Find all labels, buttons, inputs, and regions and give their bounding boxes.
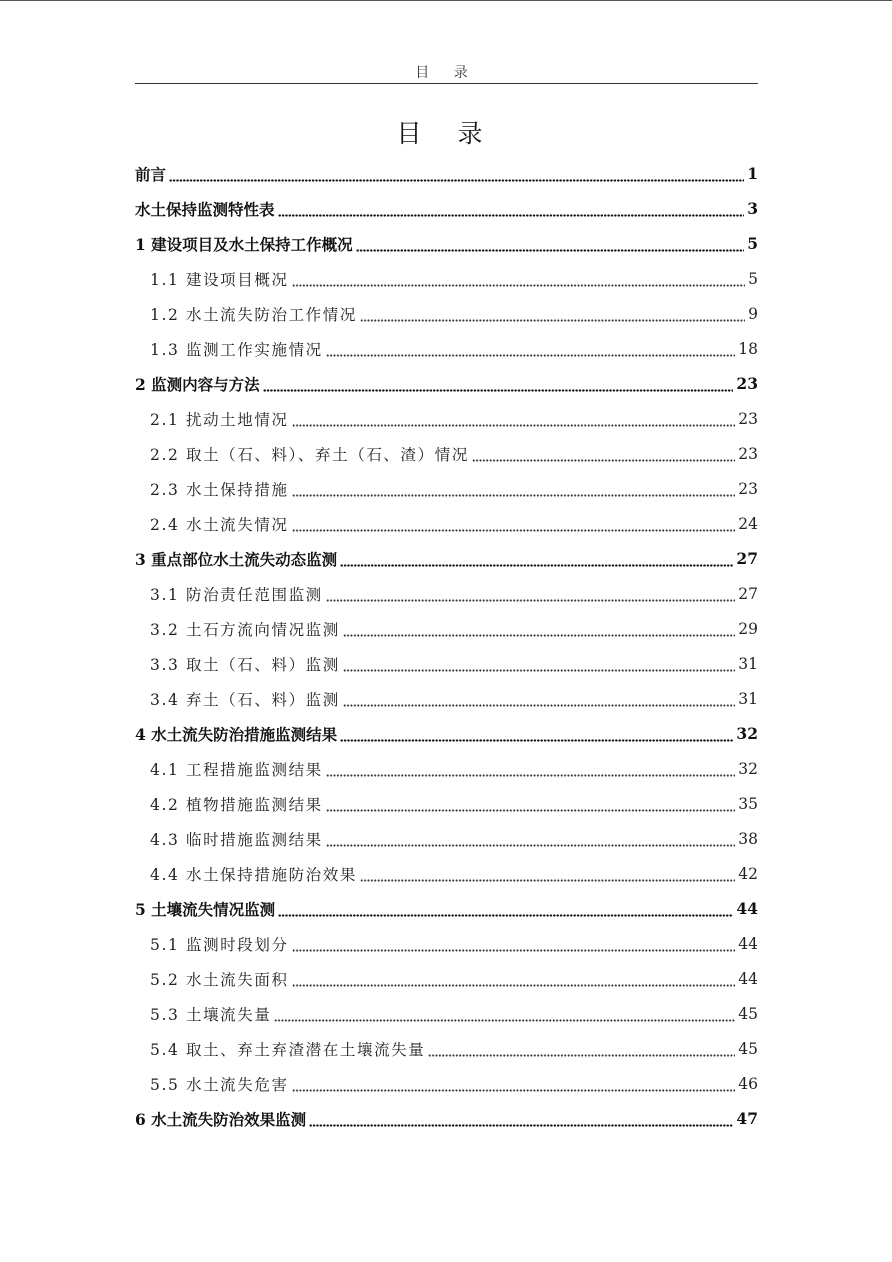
- toc-dot-leader: [472, 436, 735, 471]
- toc-entry-label: 1.2 水土流失防治工作情况: [150, 305, 357, 324]
- toc-dot-leader: [278, 891, 733, 926]
- toc-section-entry[interactable]: [135, 856, 758, 891]
- toc-entry-label: 2.3 水土保持措施: [150, 480, 289, 499]
- toc-dot-leader: [343, 611, 735, 646]
- toc-section-entry[interactable]: [135, 821, 758, 856]
- toc-dot-leader: [292, 261, 746, 296]
- running-header: 目 录: [415, 65, 478, 81]
- toc-entry-label: 5 土壤流失情况监测: [135, 899, 276, 919]
- toc-section-entry[interactable]: [135, 1031, 758, 1066]
- header-rule: [135, 83, 758, 84]
- toc-page-number: 31: [738, 689, 758, 708]
- toc-dot-leader: [292, 506, 736, 541]
- toc-entry-label: 5.1 监测时段划分: [150, 935, 289, 954]
- toc-section-entry[interactable]: [135, 1066, 758, 1101]
- toc-page-number: 32: [738, 759, 758, 778]
- toc-chapter-entry[interactable]: [135, 366, 758, 401]
- toc-page-number: 29: [738, 619, 758, 638]
- toc-section-entry[interactable]: [135, 786, 758, 821]
- toc-dot-leader: [326, 786, 735, 821]
- toc-dot-leader: [326, 331, 735, 366]
- toc-section-entry[interactable]: [135, 331, 758, 366]
- toc-section-entry[interactable]: [135, 436, 758, 471]
- toc-page-number: 24: [738, 514, 758, 533]
- toc-entry-label: 3.3 取土（石、料）监测: [150, 655, 340, 674]
- toc-entry-label: 水土保持监测特性表: [135, 199, 275, 219]
- toc-chapter-entry[interactable]: [135, 891, 758, 926]
- toc-page-number: 23: [738, 479, 758, 498]
- toc-entry-label: 4.2 植物措施监测结果: [150, 795, 323, 814]
- toc-dot-leader: [292, 471, 736, 506]
- toc-section-entry[interactable]: [135, 471, 758, 506]
- toc-entry-label: 4 水土流失防治措施监测结果: [135, 724, 338, 744]
- toc-chapter-entry[interactable]: [135, 541, 758, 576]
- toc-entry-label: 2 监测内容与方法: [135, 374, 260, 394]
- toc-dot-leader: [343, 681, 735, 716]
- toc-dot-leader: [274, 996, 735, 1031]
- toc-page-number: 18: [738, 339, 758, 358]
- toc-section-entry[interactable]: [135, 611, 758, 646]
- toc-entry-label: 2.1 扰动土地情况: [150, 410, 289, 429]
- toc-chapter-entry[interactable]: [135, 1101, 758, 1136]
- toc-section-entry[interactable]: [135, 506, 758, 541]
- toc-page-number: 45: [738, 1004, 758, 1023]
- toc-dot-leader: [326, 821, 735, 856]
- toc-entry-label: 前言: [135, 164, 167, 184]
- toc-list: [135, 156, 758, 1136]
- toc-page-number: 44: [738, 969, 758, 988]
- toc-page-number: 35: [738, 794, 758, 813]
- top-border-line: [0, 0, 892, 1]
- toc-dot-leader: [360, 296, 745, 331]
- toc-dot-leader: [309, 1101, 733, 1136]
- toc-entry-label: 2.4 水土流失情况: [150, 515, 289, 534]
- toc-page-number: 42: [738, 864, 758, 883]
- toc-entry-label: 3.4 弃土（石、料）监测: [150, 690, 340, 709]
- toc-page-number: 31: [738, 654, 758, 673]
- toc-page-number: 38: [738, 829, 758, 848]
- toc-entry-label: 5.3 土壤流失量: [150, 1005, 272, 1024]
- toc-dot-leader: [169, 156, 744, 191]
- toc-page-number: 23: [738, 444, 758, 463]
- toc-entry-label: 4.4 水土保持措施防治效果: [150, 865, 357, 884]
- toc-entry-label: 1.1 建设项目概况: [150, 270, 289, 289]
- toc-entry-label: 3.1 防治责任范围监测: [150, 585, 323, 604]
- toc-dot-leader: [292, 926, 736, 961]
- toc-section-entry[interactable]: [135, 261, 758, 296]
- toc-entry-label: 5.4 取土、弃土弃渣潜在土壤流失量: [150, 1040, 426, 1059]
- toc-page-number: 3: [747, 199, 758, 218]
- toc-entry-label: 3 重点部位水土流失动态监测: [135, 549, 338, 569]
- toc-page-number: 44: [738, 934, 758, 953]
- toc-page-number: 23: [738, 409, 758, 428]
- toc-section-entry[interactable]: [135, 751, 758, 786]
- toc-chapter-entry[interactable]: [135, 716, 758, 751]
- toc-title: 目 录: [396, 119, 497, 148]
- toc-dot-leader: [292, 401, 736, 436]
- toc-dot-leader: [292, 1066, 736, 1101]
- toc-page-number: 47: [736, 1109, 758, 1128]
- toc-chapter-entry[interactable]: [135, 156, 758, 191]
- toc-dot-leader: [263, 366, 734, 401]
- toc-dot-leader: [326, 751, 735, 786]
- toc-dot-leader: [292, 961, 736, 996]
- toc-section-entry[interactable]: [135, 401, 758, 436]
- toc-dot-leader: [340, 541, 733, 576]
- toc-section-entry[interactable]: [135, 926, 758, 961]
- toc-dot-leader: [340, 716, 733, 751]
- toc-entry-label: 5.5 水土流失危害: [150, 1075, 289, 1094]
- toc-page-number: 27: [736, 549, 758, 568]
- toc-entry-label: 4.3 临时措施监测结果: [150, 830, 323, 849]
- toc-entry-label: 4.1 工程措施监测结果: [150, 760, 323, 779]
- toc-page-number: 46: [738, 1074, 758, 1093]
- toc-entry-label: 1.3 监测工作实施情况: [150, 340, 323, 359]
- toc-page-number: 23: [736, 374, 758, 393]
- toc-section-entry[interactable]: [135, 681, 758, 716]
- toc-page-number: 27: [738, 584, 758, 603]
- toc-section-entry[interactable]: [135, 961, 758, 996]
- toc-entry-label: 5.2 水土流失面积: [150, 970, 289, 989]
- toc-entry-label: 2.2 取土（石、料）、弃土（石、渣）情况: [150, 445, 469, 464]
- toc-page-number: 5: [747, 234, 758, 253]
- toc-page-number: 5: [748, 269, 758, 288]
- toc-entry-label: 3.2 土石方流向情况监测: [150, 620, 340, 639]
- toc-dot-leader: [356, 226, 745, 261]
- toc-section-entry[interactable]: [135, 996, 758, 1031]
- toc-dot-leader: [360, 856, 735, 891]
- toc-page-number: 44: [736, 899, 758, 918]
- toc-chapter-entry[interactable]: [135, 226, 758, 261]
- toc-section-entry[interactable]: [135, 296, 758, 331]
- toc-dot-leader: [428, 1031, 735, 1066]
- toc-page-number: 1: [747, 164, 758, 183]
- toc-entry-label: 1 建设项目及水土保持工作概况: [135, 234, 353, 254]
- toc-page-number: 45: [738, 1039, 758, 1058]
- toc-dot-leader: [278, 191, 745, 226]
- toc-page-number: 9: [748, 304, 758, 323]
- toc-section-entry[interactable]: [135, 646, 758, 681]
- toc-page-number: 32: [736, 724, 758, 743]
- toc-section-entry[interactable]: [135, 576, 758, 611]
- toc-dot-leader: [326, 576, 735, 611]
- toc-chapter-entry[interactable]: [135, 191, 758, 226]
- toc-entry-label: 6 水土流失防治效果监测: [135, 1109, 307, 1129]
- toc-dot-leader: [343, 646, 735, 681]
